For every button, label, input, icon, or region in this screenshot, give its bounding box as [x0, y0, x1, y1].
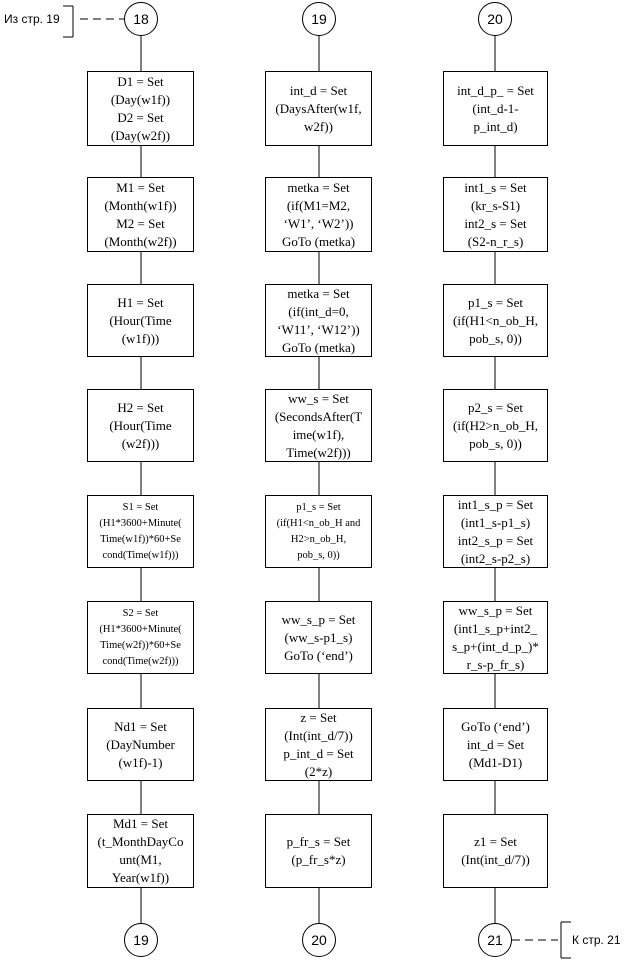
- process-box: [87, 177, 194, 252]
- process-line: cond(Time(w1f))): [102, 549, 179, 561]
- process-line: (Day(w1f)): [110, 91, 171, 107]
- process-line: (if(M1=M2,: [286, 197, 351, 213]
- process-line: D1 = Set: [117, 73, 164, 89]
- process-line: Year(w1f)): [111, 870, 170, 885]
- process-line: H2>n_ob_H,: [290, 533, 347, 545]
- process-line: M1 = Set: [116, 179, 165, 195]
- process-line: r_s-p_fr_s): [466, 656, 525, 672]
- process-line: S2 = Set: [122, 607, 159, 619]
- process-line: unt(M1,: [119, 852, 162, 867]
- process-line: ww_s = Set: [288, 390, 349, 406]
- process-box: [265, 601, 372, 674]
- process-line: int_d_p_ = Set: [457, 82, 534, 98]
- process-box: [87, 284, 194, 357]
- process-line: (kr_s-S1): [470, 197, 521, 213]
- connector-bottom-2: 20: [302, 923, 336, 957]
- ref-out-label: К стр. 21: [572, 933, 621, 947]
- process-line: int_d = Set: [466, 736, 525, 752]
- process-line: z1 = Set: [474, 834, 517, 849]
- process-box: [443, 495, 548, 568]
- process-line: pob_s, 0)): [469, 330, 522, 346]
- process-line: p_fr_s = Set: [286, 834, 351, 849]
- process-line: (S2-n_r_s): [467, 233, 524, 249]
- process-box: [443, 814, 548, 888]
- connector-top-1: 18: [124, 2, 158, 36]
- process-box: [265, 389, 372, 462]
- process-line: S1 = Set: [122, 501, 159, 513]
- process-line: (if(H2>n_ob_H,: [453, 417, 538, 433]
- process-line: cond(Time(w2f))): [102, 655, 179, 667]
- process-line: (Month(w2f)): [104, 233, 177, 249]
- process-line: pob_s, 0)): [297, 549, 340, 561]
- process-line: (w1f)-1): [118, 754, 163, 770]
- process-box: [443, 708, 548, 781]
- process-line: z = Set: [300, 709, 337, 725]
- process-box: [87, 814, 194, 888]
- ref-in-label: Из стр. 19: [4, 12, 60, 26]
- process-line: (if(int_d=0,: [288, 303, 349, 319]
- process-line: p1_s = Set: [296, 501, 341, 513]
- process-line: (DayNumber: [106, 736, 175, 752]
- process-box: [443, 177, 548, 252]
- process-line: int2_s_p = Set: [457, 532, 534, 548]
- process-line: ‘W11’, ‘W12’)): [277, 321, 360, 337]
- process-line: GoTo (‘end’): [461, 718, 530, 734]
- process-line: (ww_s-p1_s): [284, 629, 353, 645]
- process-line: metka = Set: [287, 179, 350, 195]
- process-line: (Int(int_d/7)): [284, 727, 353, 743]
- connector-bottom-3: 21: [478, 923, 512, 957]
- process-line: GoTo (‘end’): [284, 647, 353, 663]
- process-box: [443, 601, 548, 674]
- process-box: [87, 389, 194, 462]
- process-box: [265, 814, 372, 888]
- process-line: (H1*3600+Minute(: [99, 517, 182, 529]
- process-line: (w1f))): [121, 330, 160, 346]
- process-line: (w2f))): [121, 435, 160, 451]
- process-line: w2f)): [304, 118, 333, 134]
- process-line: int1_s_p = Set: [457, 496, 534, 512]
- process-box: [87, 708, 194, 781]
- connector-bottom-1: 19: [124, 923, 158, 957]
- process-line: int2_s = Set: [464, 215, 527, 231]
- process-line: (Day(w2f)): [110, 127, 171, 143]
- process-line: s_p+(int_d_p_)*: [452, 638, 539, 654]
- process-line: pob_s, 0)): [469, 435, 522, 451]
- process-line: (t_MonthDayCo: [97, 834, 184, 849]
- process-line: int_d = Set: [289, 82, 348, 98]
- process-line: D2 = Set: [117, 109, 164, 125]
- process-line: (int2_s-p2_s): [460, 550, 531, 566]
- connector-top-2: 19: [302, 2, 336, 36]
- process-line: (2*z): [304, 763, 333, 779]
- process-box: [265, 708, 372, 781]
- process-line: Nd1 = Set: [114, 718, 167, 734]
- process-line: (int1_s_p+int2_: [453, 620, 538, 636]
- process-line: (p_fr_s*z): [291, 852, 346, 867]
- process-box: [443, 284, 548, 357]
- process-line: H1 = Set: [117, 294, 164, 310]
- process-line: (SecondsAfter(T: [274, 408, 363, 424]
- process-box: [443, 389, 548, 462]
- process-line: ww_s_p = Set: [281, 611, 356, 627]
- process-box: [265, 495, 372, 568]
- process-line: Time(w1f))*60+Se: [100, 533, 181, 545]
- process-line: (Int(int_d/7)): [461, 852, 530, 867]
- process-line: int1_s = Set: [464, 179, 527, 195]
- process-box: [87, 495, 194, 568]
- process-line: Time(w2f))): [286, 444, 351, 460]
- process-line: (int1_s-p1_s): [460, 514, 531, 530]
- connector-top-3: 20: [478, 2, 512, 36]
- process-line: (int_d-1-: [472, 100, 519, 116]
- process-line: p2_s = Set: [467, 399, 523, 415]
- process-line: ime(w1f),: [292, 426, 345, 442]
- process-box: [443, 71, 548, 146]
- process-line: (Md1-D1): [468, 754, 523, 770]
- process-line: GoTo (metka): [281, 339, 356, 355]
- process-line: H2 = Set: [117, 399, 164, 415]
- process-box: [87, 71, 194, 146]
- process-line: (H1*3600+Minute(: [99, 623, 182, 635]
- process-line: (Month(w1f)): [104, 197, 177, 213]
- process-line: (Hour(Time: [109, 312, 172, 328]
- process-line: (if(H1<n_ob_H,: [453, 312, 538, 328]
- process-box: [265, 71, 372, 146]
- process-line: ‘W1’, ‘W2’)): [283, 215, 354, 231]
- process-line: GoTo (metka): [281, 233, 356, 249]
- process-line: (if(H1<n_ob_H and: [276, 517, 361, 529]
- process-line: p_int_d): [473, 118, 518, 134]
- process-box: [265, 177, 372, 252]
- process-line: ww_s_p = Set: [458, 602, 533, 618]
- process-line: Md1 = Set: [112, 816, 168, 831]
- process-box: [265, 284, 372, 357]
- process-line: metka = Set: [287, 285, 350, 301]
- process-line: Time(w2f))*60+Se: [100, 639, 181, 651]
- process-line: (Hour(Time: [109, 417, 172, 433]
- process-line: M2 = Set: [116, 215, 165, 231]
- process-box: [87, 601, 194, 674]
- process-line: (DaysAfter(w1f,: [275, 100, 362, 116]
- process-line: p1_s = Set: [467, 294, 523, 310]
- process-line: p_int_d = Set: [283, 745, 354, 761]
